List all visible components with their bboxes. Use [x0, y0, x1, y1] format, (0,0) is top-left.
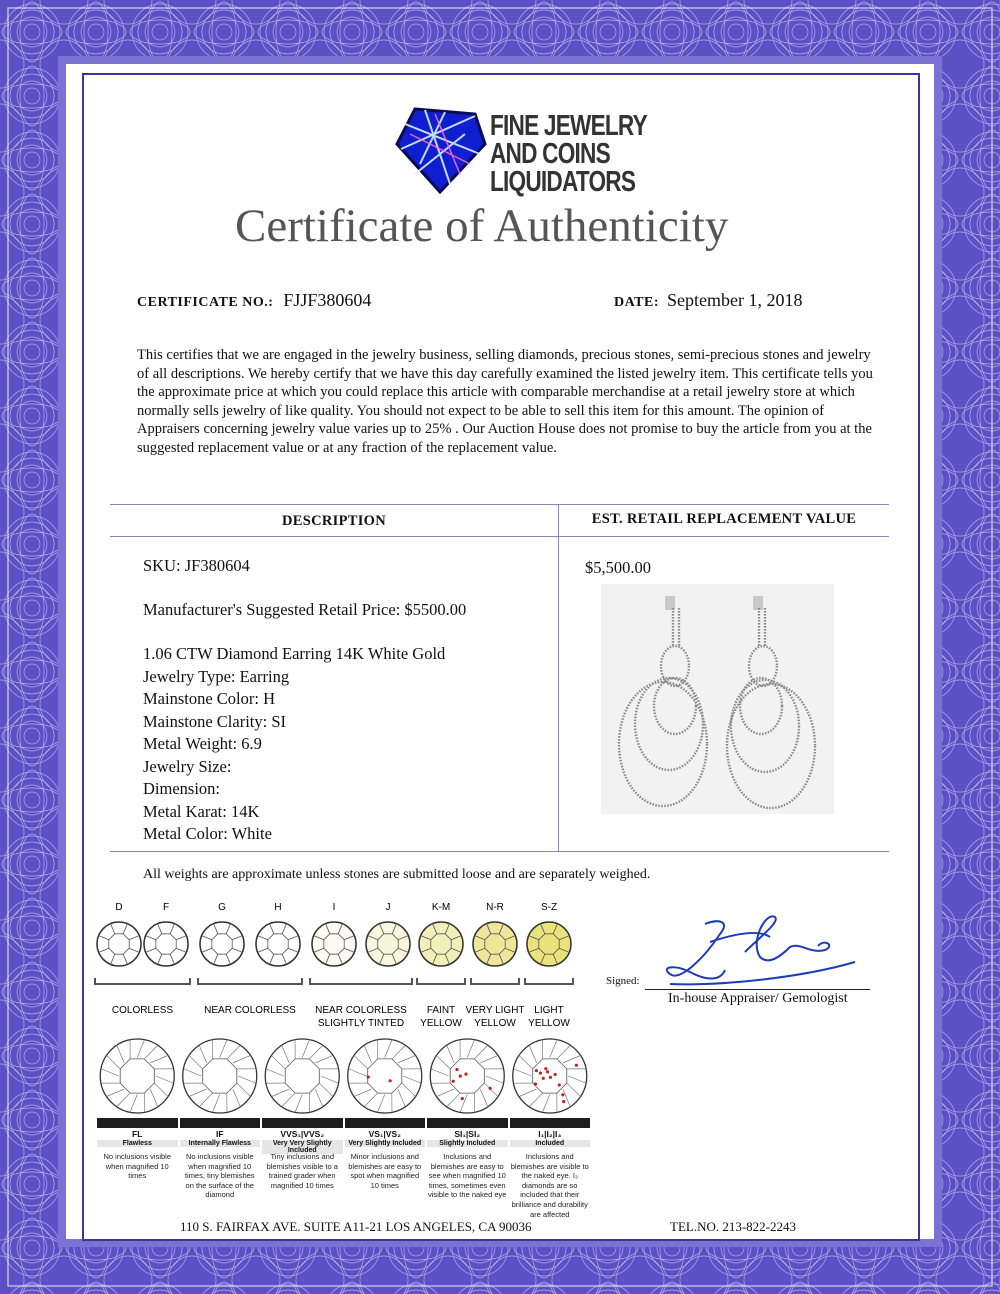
inclusion-mark	[535, 1069, 538, 1072]
diamond-color-swatch	[527, 922, 571, 966]
inclusion-mark	[562, 1100, 565, 1103]
clarity-grade-bar	[345, 1118, 426, 1128]
clarity-description: Minor inclusions and blemishes are easy to spot when magnified 10 times	[348, 1152, 422, 1190]
color-group-label: YELLOW	[528, 1018, 570, 1029]
value-header: EST. RETAIL REPLACEMENT VALUE	[591, 511, 857, 527]
footer-phone: TEL.NO. 213-822-2243	[670, 1219, 797, 1234]
date-label: DATE:	[614, 295, 660, 310]
inclusion-mark	[575, 1064, 578, 1067]
msrp: Manufacturer's Suggested Retail Price: $5500.00	[143, 600, 467, 619]
clarity-grade-name: Slightly Included	[427, 1140, 508, 1147]
clarity-description: Tiny inclusions and blemishes visible to a trained grader when magnified 10 times	[266, 1152, 338, 1190]
clarity-diamond	[183, 1039, 257, 1113]
color-group-label: VERY LIGHT	[465, 1005, 525, 1016]
inclusion-mark	[367, 1075, 370, 1078]
inclusion-mark	[489, 1087, 492, 1090]
clarity-grade-bar	[180, 1118, 261, 1128]
inclusion-mark	[546, 1070, 549, 1073]
color-group-bracket	[471, 978, 519, 984]
signed-label: Signed:	[606, 975, 640, 987]
inclusion-mark	[459, 1074, 462, 1077]
color-group-bracket	[95, 978, 190, 984]
detail-line: Dimension:	[143, 779, 220, 798]
retail-value: $5,500.00	[585, 558, 651, 577]
sku: SKU: JF380604	[143, 556, 250, 575]
clarity-grade-name: Very Very Slightly Included	[262, 1140, 343, 1154]
clarity-diamond	[265, 1039, 339, 1113]
color-scale-chart	[92, 898, 592, 1038]
certificate-number: FJJF380604	[283, 290, 372, 310]
color-grade-label: J	[385, 902, 391, 913]
clarity-description: No inclusions visible when magnified 10 times, tiny blemishes on the surface of the diamond	[184, 1152, 255, 1200]
clarity-scale-chart	[96, 1034, 591, 1219]
color-group-bracket	[310, 978, 412, 984]
color-group-bracket	[198, 978, 302, 984]
inclusion-mark	[461, 1097, 464, 1100]
color-grade-label: N-R	[486, 902, 504, 913]
color-group-label: FAINT	[426, 1005, 456, 1016]
clarity-grade-bar	[262, 1118, 343, 1128]
color-group-label: LIGHT	[534, 1005, 564, 1016]
clarity-grade-bar	[427, 1118, 508, 1128]
detail-line: Metal Karat: 14K	[143, 801, 260, 821]
diamond-color-swatch	[200, 922, 244, 966]
color-grade-label: S-Z	[540, 902, 558, 913]
color-group-label: SLIGHTLY TINTED	[317, 1018, 405, 1029]
table-column-divider	[558, 504, 559, 851]
clarity-diamond	[430, 1039, 504, 1113]
detail-line: Jewelry Size:	[143, 756, 232, 776]
page-title: Certificate of Authenticity	[235, 200, 729, 252]
description-header: DESCRIPTION	[281, 513, 386, 529]
diamond-color-swatch	[473, 922, 517, 966]
color-group-label: NEAR COLORLESS	[204, 1005, 296, 1016]
color-grade-label: G	[218, 902, 226, 913]
color-scale-graphic	[92, 898, 592, 1038]
certificate-date: September 1, 2018	[667, 290, 803, 310]
clarity-diamond	[100, 1039, 174, 1113]
diamond-color-swatch	[312, 922, 356, 966]
certificate-number-label: CERTIFICATE NO.:	[137, 295, 274, 310]
brand-line-1: FINE JEWELRY	[490, 110, 647, 142]
diamond-color-swatch	[97, 922, 141, 966]
table-header-rule	[110, 536, 889, 537]
detail-line: 1.06 CTW Diamond Earring 14K White Gold	[143, 644, 446, 663]
clarity-diamond	[348, 1039, 422, 1113]
inclusion-mark	[389, 1079, 392, 1082]
inclusion-mark	[554, 1073, 557, 1076]
inclusion-mark	[558, 1083, 561, 1086]
handwritten-signature	[650, 912, 865, 1002]
inclusion-mark	[561, 1093, 564, 1096]
clarity-grade: FL	[132, 1129, 143, 1139]
detail-line: Jewelry Type: Earring	[143, 666, 290, 686]
table-bottom-rule	[110, 851, 889, 852]
color-group-label: COLORLESS	[111, 1005, 174, 1016]
color-grade-label: H	[274, 902, 282, 913]
brand-line-3: LIQUIDATORS	[490, 166, 636, 198]
item-details	[143, 643, 445, 846]
detail-line: Metal Weight: 6.9	[143, 734, 262, 753]
earring-photo	[601, 584, 834, 814]
inclusion-mark	[534, 1082, 537, 1085]
weights-note: All weights are approximate unless stones are submitted loose and are separately weighed.	[143, 867, 651, 882]
inclusion-mark	[452, 1080, 455, 1083]
clarity-grade: I₁|I₂|I₃	[538, 1129, 562, 1139]
clarity-grade-name: Internally Flawless	[180, 1140, 261, 1147]
diamond-color-swatch	[366, 922, 410, 966]
color-grade-label: I	[332, 902, 336, 913]
clarity-grade: SI₁|SI₂	[454, 1129, 481, 1139]
clarity-grade-bar	[510, 1118, 591, 1128]
certification-statement: This certifies that we are engaged in the jewelry business, selling diamonds, precious stones, semi-precious stones and jewelry of all descriptions. We hereby certify that we have this day carefully examined the listed jewelry item. This certificate tells you the approximate price at which you could replace this article with comparable merchandise at a retail jewelry store at which normally sells jewelry of like quality. You should not expect to be able to sell this item for this amount. The opinion of Appraisers concerning jewelry value varies up to 25% . Our Auction House does not promise to buy the article from you at the suggested replacement value or at any fraction of the replacement value.	[137, 347, 873, 456]
diamond-color-swatch	[144, 922, 188, 966]
clarity-grade-bar	[97, 1118, 178, 1128]
detail-line: Mainstone Clarity: SI	[143, 711, 286, 731]
gem-logo-icon	[395, 104, 487, 194]
clarity-grade-name: Included	[510, 1140, 591, 1147]
clarity-grade: VS₁|VS₂	[368, 1129, 401, 1139]
diamond-color-swatch	[419, 922, 463, 966]
color-grade-label: F	[162, 902, 170, 913]
inclusion-mark	[455, 1068, 458, 1071]
appraiser-role: In-house Appraiser/ Gemologist	[668, 991, 848, 1006]
clarity-diamonds	[96, 1034, 591, 1118]
clarity-grade: IF	[215, 1129, 224, 1139]
color-group-label: NEAR COLORLESS	[315, 1005, 407, 1016]
clarity-description: Inclusions and blemishes are easy to see when magnified 10 times, sometimes even visible to the naked eye	[428, 1152, 507, 1200]
brand-line-2: AND COINS	[490, 138, 610, 170]
inclusion-mark	[544, 1067, 547, 1070]
inclusion-mark	[464, 1073, 467, 1076]
color-group-bracket	[525, 978, 573, 984]
color-group-bracket	[417, 978, 465, 984]
clarity-grade-name: Very Slightly Included	[345, 1140, 426, 1147]
footer-address: 110 S. FAIRFAX AVE. SUITE A11-21 LOS ANGELES, CA 90036	[180, 1219, 532, 1234]
color-grade-label: K-M	[431, 902, 451, 913]
clarity-description: No inclusions visible when magnified 10 times	[103, 1152, 172, 1181]
table-top-rule	[110, 504, 889, 505]
color-group-label: YELLOW	[420, 1018, 462, 1029]
inclusion-mark	[542, 1077, 545, 1080]
detail-line: Mainstone Color: H	[143, 689, 275, 708]
color-grade-label: D	[115, 902, 123, 913]
diamond-color-swatch	[256, 922, 300, 966]
detail-line: Metal Color: White	[143, 824, 272, 843]
inclusion-mark	[549, 1076, 552, 1079]
clarity-grade-name: Flawless	[97, 1140, 178, 1147]
clarity-grade: VVS₁|VVS₂	[280, 1129, 325, 1139]
color-group-label: YELLOW	[474, 1018, 516, 1029]
clarity-description: Inclusions and blemishes are visible to the naked eye. I₃ diamonds are so included that their brilliance and durability are affected	[510, 1152, 589, 1219]
inclusion-mark	[539, 1072, 542, 1075]
